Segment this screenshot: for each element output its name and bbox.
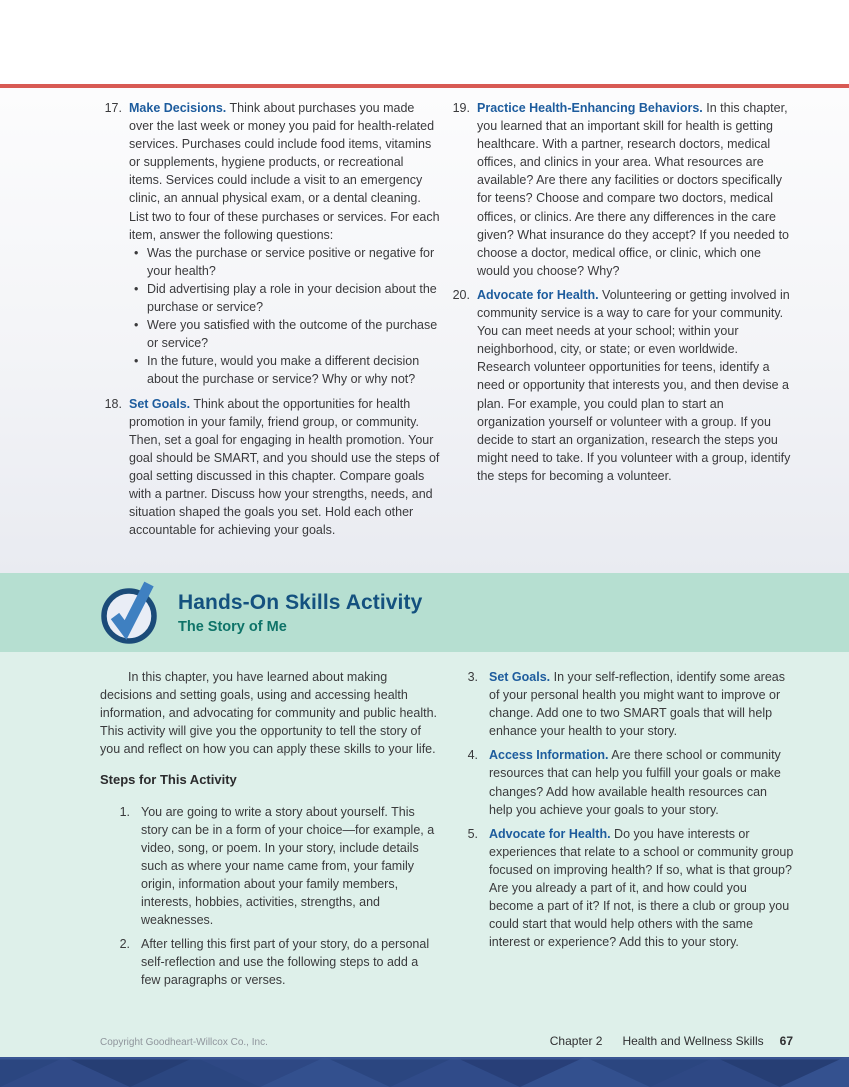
bottom-decorative-bar: [0, 1057, 849, 1087]
step-body: [141, 803, 440, 930]
step-item-4: [448, 746, 794, 818]
activity-left-column: [100, 668, 440, 996]
activity-subtitle: The Story of Me: [178, 619, 287, 635]
step-text: [489, 668, 794, 740]
step-number: 1.: [119, 804, 130, 819]
review-left-column: [100, 99, 440, 545]
step-body: [141, 935, 440, 989]
list-item-19: [448, 99, 794, 280]
running-footer: [550, 1034, 793, 1048]
review-right-column: [448, 99, 794, 491]
checkmark-circle-icon: [99, 577, 163, 645]
list-item-18: [100, 395, 440, 540]
step-number: 3.: [467, 670, 478, 684]
step-text: [489, 746, 794, 818]
item-text: [477, 99, 794, 280]
steps-heading: Steps for This Activity: [100, 772, 237, 788]
bullet-item: • Was the purchase or service positive or negative for your health?: [147, 244, 440, 280]
item-body: [129, 395, 440, 540]
item-lead-in: Advocate for Health.: [477, 287, 599, 302]
item-text: [129, 395, 440, 540]
item-17-bullet-list: [129, 244, 440, 389]
bullet-item: • In the future, would you make a different decision about the purchase or service? Why or why not?: [147, 352, 440, 388]
step-text: You are going to write a story about yourself. This story can be in a form of your choice—for example, a video, song, or poem. In your story, include details such as where your name came from, your family origin, information about your family members, interests, hobbies, activities, strengths, and weaknesses.: [141, 804, 435, 928]
step-body: [489, 825, 794, 952]
item-number: 18.: [104, 396, 122, 411]
item-body: [477, 286, 794, 485]
activity-banner-content: [0, 573, 849, 652]
activity-title: Hands-On Skills Activity: [178, 591, 423, 614]
bullet-item: • Were you satisfied with the outcome of the purchase or service?: [147, 316, 440, 352]
step-number: 2.: [119, 937, 130, 952]
step-item-1: [100, 803, 440, 930]
chapter-label: Chapter 2: [549, 1034, 603, 1048]
item-body: [129, 99, 440, 389]
list-item-20: [448, 286, 794, 485]
item-description: Volunteering or getting involved in community service is a way to care for your community. You can meet needs at your school; within your neighborhood, city, or state; or even worldwide. Research volunteer opportunities for teens, identify a need or opportunity that interests you, and then devise a plan. For example, you could plan to start an organization yourself or volunteer with a group. If you decide to start an organization, research the steps you might need to take. If you volunteer with a group, identify the steps for becoming a volunteer.: [477, 287, 791, 483]
item-number: 19.: [452, 101, 470, 115]
step-description: Do you have interests or experiences that relate to a school or community group focused on improving health? If so, what is that group? Are you already a part of it, and how could you become a part of it? If not, is there a club or group you could start that would help others with the same interest or experience? Add this to your story.: [489, 826, 794, 950]
item-number: 20.: [452, 287, 470, 302]
list-item-17: [100, 99, 440, 389]
step-lead-in: Set Goals.: [489, 670, 551, 684]
step-number: 5.: [467, 826, 478, 841]
step-description: In your self-reflection, identify some areas of your personal health you might want to improve or change. Add one to two SMART goals that will help enhance your health to your story.: [489, 670, 785, 739]
item-description: Think about the opportunities for health promotion in your family, friend group, or community. Then, set a goal for engaging in health promotion. Your goal should be SMART, and you should use the steps of goal setting discussed in this chapter. Compare goals with a partner. Discuss how your strengths, needs, and situation shaped the goals you set. Hold each other accountable for achieving your goals.: [129, 396, 440, 538]
step-body: [489, 668, 794, 740]
item-lead-in: Set Goals.: [129, 396, 191, 411]
step-lead-in: Advocate for Health.: [489, 826, 611, 841]
step-body: [489, 746, 794, 818]
bullet-item: • Did advertising play a role in your decision about the purchase or service?: [147, 280, 440, 316]
item-body: [477, 99, 794, 280]
item-lead-in: Practice Health-Enhancing Behaviors.: [477, 101, 703, 115]
step-number: 4.: [467, 748, 478, 763]
item-description: In this chapter, you learned that an important skill for health is getting healthcare. With a partner, research doctors, medical offices, and clinics in your area. What resources are available? Are there any facilities or doctors specifically for teens? Choose and compare two doctors, medical offices, or clinics. Are there any differences in the care given? What insurance do they accept? If you needed to choose a doctor, medical office, or clinic, which one would you choose? Why?: [477, 101, 790, 278]
step-item-5: [448, 825, 794, 952]
step-item-3: [448, 668, 794, 740]
copyright-text: Copyright Goodheart-Willcox Co., Inc.: [100, 1037, 268, 1048]
item-text: [477, 286, 794, 485]
step-text: After telling this first part of your story, do a personal self-reflection and use the following steps to add a few paragraphs or verses.: [141, 937, 430, 988]
step-lead-in: Access Information.: [489, 748, 609, 763]
chapter-title: Health and Wellness Skills: [622, 1034, 764, 1048]
step-item-2: [100, 935, 440, 989]
activity-intro-paragraph: In this chapter, you have learned about making decisions and setting goals, using and accessing health information, and advocating for community and public health. This activity will give you the opportunity to tell the story of you and reflect on how you can apply these skills to your life.: [100, 670, 437, 757]
bottom-bar-pattern: [0, 1057, 849, 1087]
page-footer: [100, 1034, 793, 1048]
page-number: 67: [779, 1034, 793, 1048]
item-text: [129, 99, 440, 244]
item-number: 17.: [104, 101, 122, 115]
item-description: Think about purchases you made over the last week or money you paid for health-related services. Purchases could include food items, vitamins or supplements, hygiene products, or recreational items. Services could include a visit to an emergency clinic, an annual physical exam, or a dental cleaning. List two to four of these purchases or services. For each item, answer the following questions:: [129, 101, 440, 242]
activity-right-column: [448, 668, 794, 957]
step-text: [489, 825, 794, 952]
step-description: Are there school or community resources that can help you fulfill your goals or make changes? Add how available health resources can help you achieve your goals to your story.: [489, 748, 781, 817]
item-lead-in: Make Decisions.: [129, 101, 227, 115]
activity-steps-1-2: [100, 803, 440, 990]
